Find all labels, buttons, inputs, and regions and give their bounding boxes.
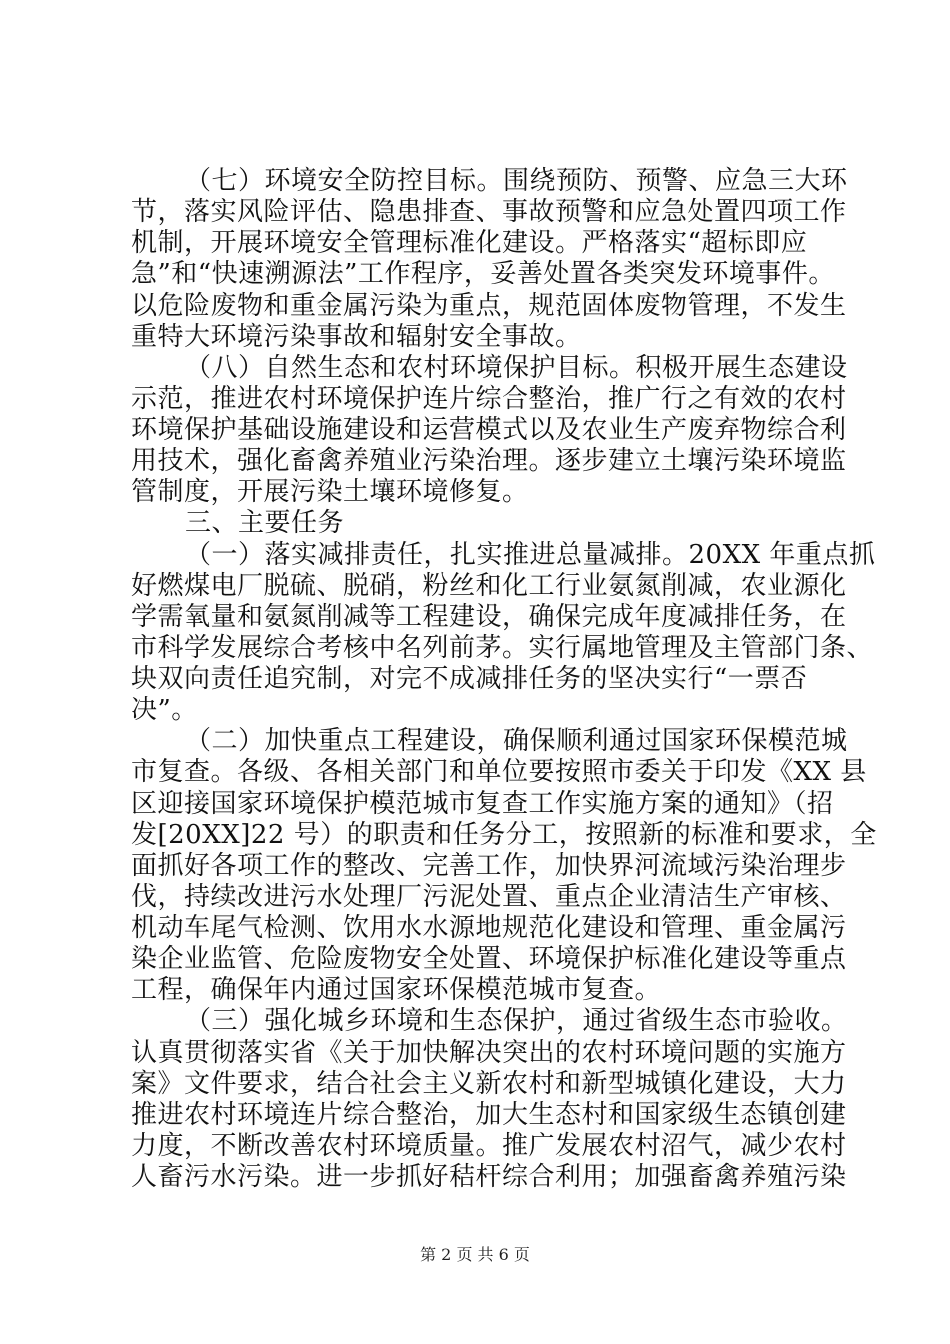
paragraph-line: 重特大环境污染事故和辐射安全事故。 xyxy=(131,322,582,352)
paragraph-line: （二）加快重点工程建设，确保顺利通过国家环保模范城 xyxy=(185,726,848,756)
paragraph-line: 区迎接国家环境保护模范城市复查工作实施方案的通知》（招 xyxy=(131,789,834,819)
paragraph-line: 以危险废物和重金属污染为重点，规范固体废物管理，不发生 xyxy=(131,291,847,321)
paragraph-line: 块双向责任追究制，对完不成减排任务的坚决实行“一票否 xyxy=(131,664,808,694)
paragraph-line: 案》文件要求，结合社会主义新农村和新型城镇化建设，大力 xyxy=(131,1069,847,1099)
paragraph-line: （七）环境安全防控目标。围绕预防、预警、应急三大环 xyxy=(185,166,848,196)
paragraph-line: 急”和“快速溯源法”工作程序，妥善处置各类突发环境事件。 xyxy=(131,259,835,289)
paragraph-line: 示范，推进农村环境保护连片综合整治，推广行之有效的农村 xyxy=(131,384,847,414)
paragraph-line: 用技术，强化畜禽养殖业污染治理。逐步建立土壤污染环境监 xyxy=(131,446,847,476)
paragraph-line: 人畜污水污染。进一步抓好秸杆综合利用；加强畜禽养殖污染 xyxy=(131,1162,847,1192)
paragraph-line: 市复查。各级、各相关部门和单位要按照市委关于印发《XX 县 xyxy=(131,757,867,787)
section-heading: 三、主要任务 xyxy=(185,508,345,538)
paragraph-line: 力度，不断改善农村环境质量。推广发展农村沼气，减少农村 xyxy=(131,1131,847,1161)
paragraph-line: 节，落实风险评估、隐患排查、事故预警和应急处置四项工作 xyxy=(131,197,847,227)
paragraph-line: 环境保护基础设施建设和运营模式以及农业生产废弃物综合利 xyxy=(131,415,847,445)
paragraph-line: （八）自然生态和农村环境保护目标。积极开展生态建设 xyxy=(185,353,848,383)
paragraph-line: 学需氧量和氨氮削减等工程建设，确保完成年度减排任务，在 xyxy=(131,602,847,632)
paragraph-line: 染企业监管、危险废物安全处置、环境保护标准化建设等重点 xyxy=(131,944,847,974)
paragraph-line: 伐，持续改进污水处理厂污泥处置、重点企业清洁生产审核、 xyxy=(131,882,847,912)
paragraph-line: 好燃煤电厂脱硫、脱硝，粉丝和化工行业氨氮削减，农业源化 xyxy=(131,571,847,601)
paragraph-line: 管制度，开展污染土壤环境修复。 xyxy=(131,477,529,507)
paragraph-line: 认真贯彻落实省《关于加快解决突出的农村环境问题的实施方 xyxy=(131,1038,847,1068)
paragraph-line: 面抓好各项工作的整改、完善工作，加快界河流域污染治理步 xyxy=(131,851,847,881)
paragraph-line: 发[20XX]22 号）的职责和任务分工，按照新的标准和要求，全 xyxy=(131,820,877,850)
paragraph-line: 机制，开展环境安全管理标准化建设。严格落实“超标即应 xyxy=(131,228,808,258)
paragraph-line: 市科学发展综合考核中名列前茅。实行属地管理及主管部门条、 xyxy=(131,633,874,663)
paragraph-line: 机动车尾气检测、饮用水水源地规范化建设和管理、重金属污 xyxy=(131,913,847,943)
paragraph-line: 工程，确保年内通过国家环保模范城市复查。 xyxy=(131,975,662,1005)
paragraph-line: 决”。 xyxy=(131,695,198,725)
paragraph-line: （三）强化城乡环境和生态保护，通过省级生态市验收。 xyxy=(185,1006,848,1036)
page-number: 第 2 页 共 6 页 xyxy=(420,1245,530,1264)
paragraph-line: （一）落实减排责任，扎实推进总量减排。20XX 年重点抓 xyxy=(185,540,876,570)
paragraph-line: 推进农村环境连片综合整治，加大生态村和国家级生态镇创建 xyxy=(131,1100,847,1130)
